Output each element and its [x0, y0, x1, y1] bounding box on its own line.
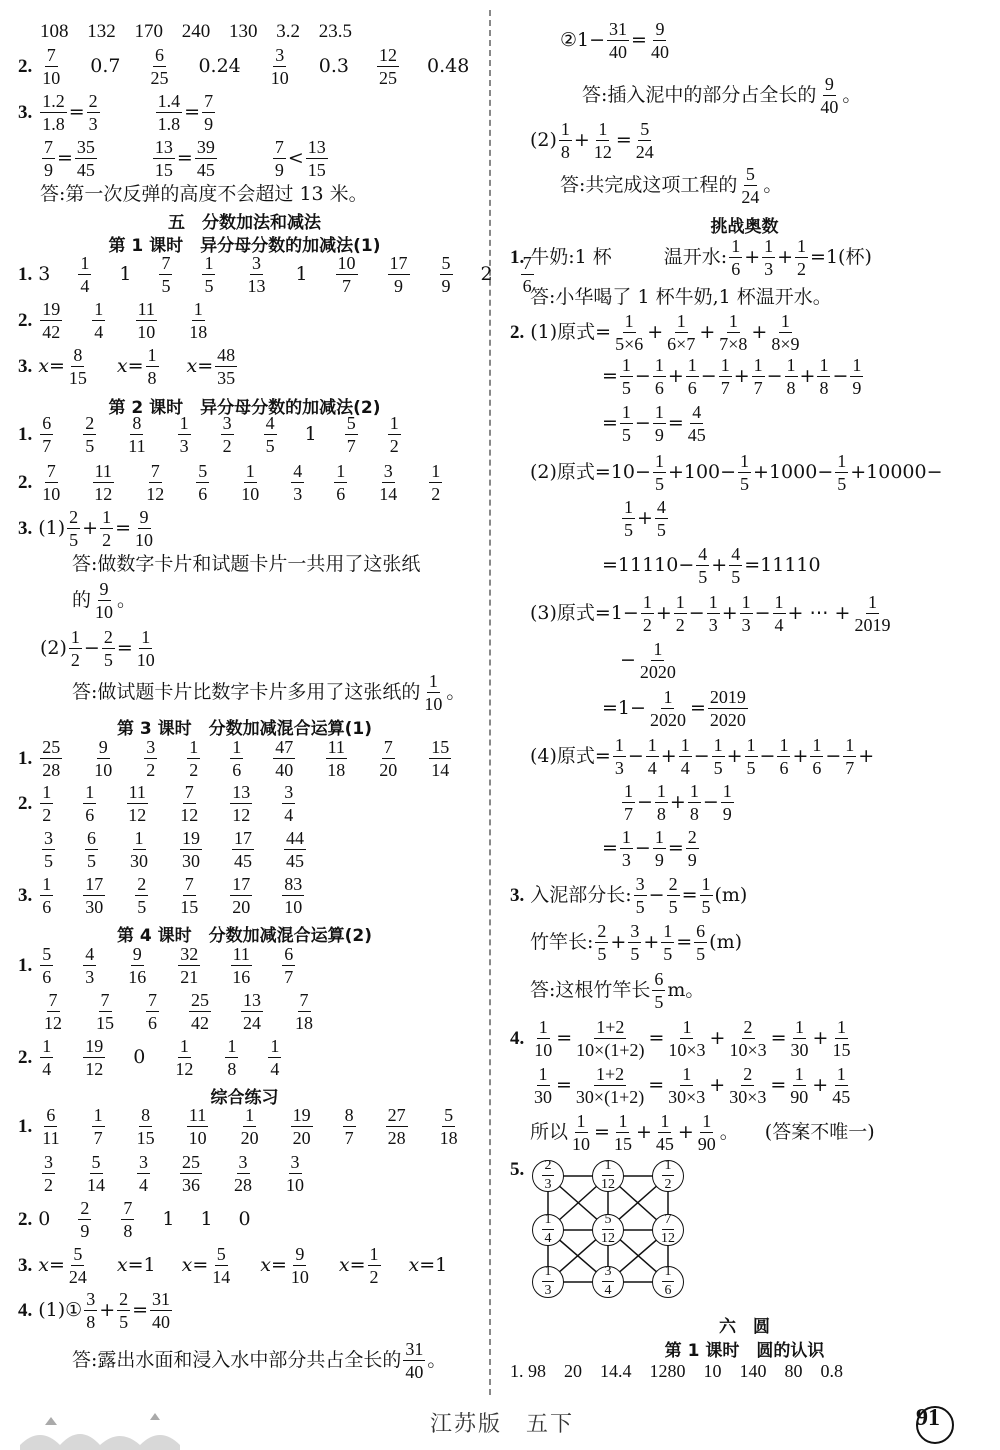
- unit6-title: 六 圆: [719, 1317, 770, 1337]
- ans-mud: 答:插入泥中的部分占全长的 9 40 。: [582, 74, 862, 117]
- l4-q2: 2. 1 4 19 12 0 1 12 1 8 1 4: [18, 1036, 280, 1079]
- magic-node: 1 2: [652, 1160, 684, 1192]
- l1-q3: 3. x = 8 15 x = 1 8 x = 48 35: [18, 345, 236, 388]
- ol-q2-2: (2)原式=10− 1 5 +100− 1 5 +1000− 1 5 +10000−: [530, 451, 943, 494]
- rv-ans: 答:露出水面和浸入水中部分共占全长的 31 40 。: [72, 1339, 447, 1382]
- l-q3b: 7 9 = 35 45 13 15 = 39 45 7 9 < 13 15: [44, 137, 326, 180]
- l2-ans1b: 的 9 10 。: [72, 579, 137, 622]
- page-number: 91: [916, 1405, 940, 1431]
- l2-ans2: 答:做试题卡片比数字卡片多用了这张纸的 1 10 。: [72, 671, 466, 714]
- magic-node: 3 4: [592, 1266, 624, 1298]
- ol-q1: 1. 牛奶:1 杯 温开水: 1 6 + 1 3 + 1 2 =1(杯): [510, 236, 872, 279]
- magic-node: 2 3: [532, 1160, 564, 1192]
- l2-q2: 2. 7 10 11 12 7 12 5 6 1 10 4 3 1 6 3 14 1 2: [18, 461, 441, 504]
- olympiad-title: 挑战奥数: [710, 217, 779, 237]
- ol-q2-1b: = 1 5 − 1 6 + 1 6 − 1 7 + 1 7 − 1 8 + 1 8 − 1 9: [602, 355, 862, 398]
- l2-q1: 1. 6 7 2 5 8 11 1 3 3 2 4 5 1 5 7 1 2: [18, 413, 399, 456]
- ol-q2-2c: =11110− 4 5 + 4 5 =11110: [602, 544, 821, 587]
- l-q2: 2. 7 10 0.7 6 25 0.24 3 10 0.3 12 25 0.48: [18, 45, 470, 88]
- magic-node: 1 6: [652, 1266, 684, 1298]
- rv-q2: 2. 0 2 9 7 8 1 1 0: [18, 1198, 251, 1241]
- ol-q2-2b: 1 5 + 4 5: [624, 497, 666, 540]
- unit5-title: 五 分数加法和减法: [168, 213, 321, 233]
- ans-pole: 答:这根竹竿长 6 5 m。: [530, 969, 705, 1012]
- circle-lesson1-title: 第 1 课时 圆的认识: [664, 1341, 825, 1361]
- ol-q5-label: 5.: [510, 1159, 525, 1180]
- top-numbers: 108 132 170 240 130 3.2 23.5: [40, 21, 352, 42]
- l4-q1b: 7 12 7 15 7 6 25 42 13 24 7 18: [44, 990, 313, 1033]
- l3-q2b: 3 5 6 5 1 30 19 30 17 45 44 45: [44, 828, 304, 871]
- r-q2: (2) 1 8 + 1 12 = 5 24: [530, 119, 654, 162]
- l3-q1: 1. 25 28 9 10 3 2 1 2 1 6 47 40 11 18 7 20 15 14: [18, 737, 450, 780]
- l-q3: 3. 1.2 1.8 = 2 3 1.4 1.8 = 7 9: [18, 91, 214, 134]
- ol-q2-1: 2. (1)原式= 1 5×6 + 1 6×7 + 1 7×8 + 1 8×9: [510, 311, 800, 354]
- ol-q2-3b: − 1 2020: [620, 639, 676, 682]
- review-title: 综合练习: [210, 1088, 279, 1108]
- magic-node: 7 12: [652, 1214, 684, 1246]
- l1-q2: 2. 19 42 1 4 11 10 1 18: [18, 299, 208, 342]
- magic-node: 1 3: [532, 1266, 564, 1298]
- ans-milk: 答:小华喝了 1 杯牛奶,1 杯温开水。: [530, 286, 832, 308]
- magic-node: 1 4: [532, 1214, 564, 1246]
- l2-q3-2: (2) 1 2 − 2 5 = 1 10: [40, 627, 155, 670]
- l3-q3: 3. 1 6 17 30 2 5 7 15 17 20 83 10: [18, 874, 303, 917]
- l2-q3: 3. (1) 2 5 + 1 2 = 9 10: [18, 507, 154, 550]
- ol-q4b: 1 30 = 1+2 30×(1+2) = 1 30×3 + 2 30×3 = 1 90 + 1 45: [534, 1064, 851, 1107]
- l4-q1: 1. 5 6 4 3 9 16 32 21 11 16 6 7: [18, 944, 294, 987]
- ol-q2-1c: = 1 5 − 1 9 = 4 45: [602, 402, 706, 445]
- rv-q1: 1. 6 11 1 7 8 15 11 10 1 20 19 20 8 7 27 28 5 18: [18, 1105, 458, 1148]
- rv-q3: 3. x = 5 24 x =1 x = 5 14 x = 9 10 x = 1 2 x =1: [18, 1244, 448, 1287]
- ans-work: 答:共完成这项工程的 5 24 。: [560, 164, 783, 207]
- l1-q1: 1. 3 1 4 1 7 5 1 5 3 13 1 10 7 17 9 5 9 2 7 6: [18, 253, 532, 296]
- ol-q4: 4. 1 10 = 1+2 10×(1+2) = 1 10×3 + 2 10×3 = 1 30 + 1 15: [510, 1017, 851, 1060]
- ol-q2-4c: = 1 3 − 1 9 = 2 9: [602, 827, 697, 870]
- magic-node: 5 12: [592, 1214, 624, 1246]
- rv-q4: 4. (1)① 3 8 + 2 5 = 31 40: [18, 1289, 171, 1332]
- ol-q2-3: (3)原式=1− 1 2 + 1 2 − 1 3 + 1 3 − 1 4 + ⋯ + 1 2019: [530, 592, 891, 635]
- ol-q3b: 竹竿长: 2 5 + 3 5 + 1 5 = 6 5 (m): [530, 921, 743, 964]
- ol-q4c: 所以 1 10 = 1 15 + 1 45 + 1 90 。 (答案不唯一): [530, 1111, 875, 1154]
- magic-node: 1 12: [592, 1160, 624, 1192]
- ol-q3: 3. 入泥部分长: 3 5 − 2 5 = 1 5 (m): [510, 874, 748, 917]
- page-footer: [0, 1395, 1000, 1450]
- l2-ans1: 答:做数字卡片和试题卡片一共用了这张纸: [72, 553, 421, 575]
- lesson3-title: 第 3 课时 分数加减混合运算(1): [116, 719, 373, 739]
- lesson4-title: 第 4 课时 分数加减混合运算(2): [116, 926, 373, 946]
- ol-q2-4: (4)原式= 1 3 − 1 4 + 1 4 − 1 5 + 1 5 − 1 6 + 1 6 − 1 7 +: [530, 735, 875, 778]
- r-frac-2: ②1− 31 40 = 9 40: [560, 19, 669, 62]
- circle-answers: 1. 98 20 14.4 1280 10 140 80 0.8: [510, 1361, 843, 1381]
- rv-q1b: 3 2 5 14 3 4 25 36 3 28 3 10: [44, 1152, 304, 1195]
- ol-q2-4b: 1 7 − 1 8 + 1 8 − 1 9: [624, 781, 732, 824]
- series-label: 江苏版 五下: [430, 1412, 575, 1437]
- answer-bounce: 答:第一次反弹的高度不会超过 13 米。: [40, 183, 368, 205]
- l3-q2: 2. 1 2 1 6 11 12 7 12 13 12 3 4: [18, 782, 294, 825]
- lesson1-title: 第 1 课时 异分母分数的加减法(1): [108, 236, 381, 256]
- ol-q2-3c: =1− 1 2020 = 2019 2020: [602, 687, 746, 730]
- lesson2-title: 第 2 课时 异分母分数的加减法(2): [108, 398, 381, 418]
